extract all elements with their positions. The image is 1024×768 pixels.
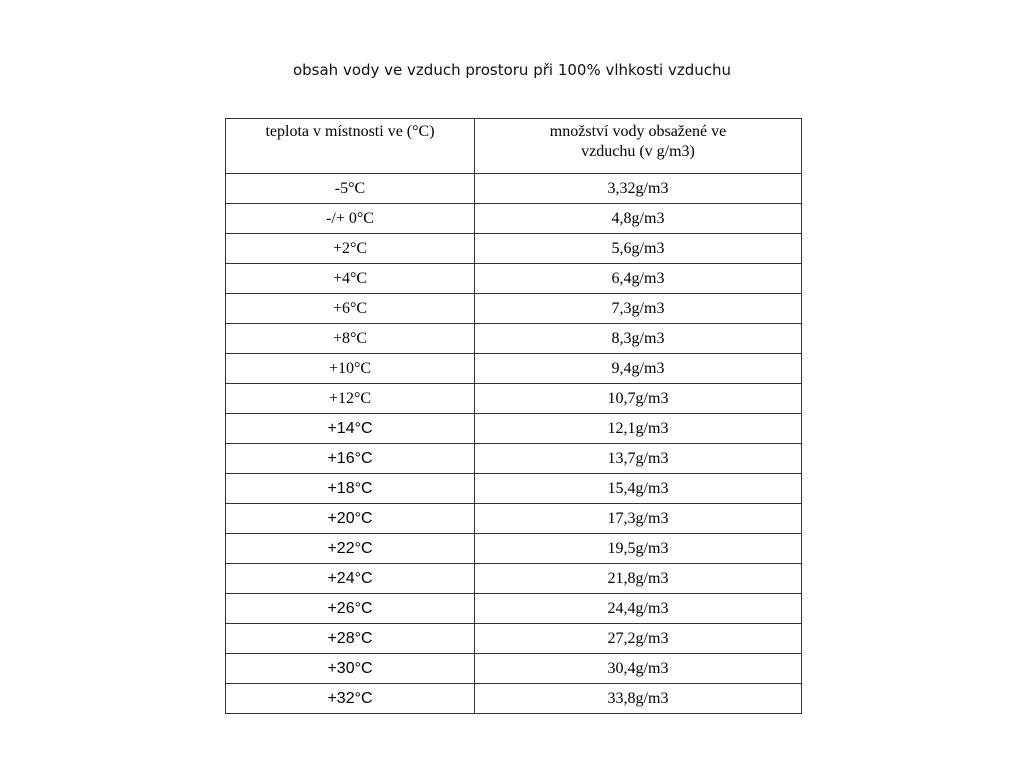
water-content-cell: 3,32g/m3 [475,174,802,204]
table-row [226,444,802,474]
table-row [226,324,802,354]
temperature-cell: +6°C [226,294,475,324]
water-content-cell: 17,3g/m3 [475,504,802,534]
temperature-cell: +12°C [226,384,475,414]
temperature-cell: +18°C [226,474,475,504]
table-row [226,534,802,564]
temperature-cell: +10°C [226,354,475,384]
table-row [226,234,802,264]
water-content-cell: 9,4g/m3 [475,354,802,384]
temperature-cell: +4°C [226,264,475,294]
water-content-cell: 12,1g/m3 [475,414,802,444]
table-row [226,594,802,624]
temperature-cell: +28°C [226,624,475,654]
water-content-cell: 13,7g/m3 [475,444,802,474]
table-row [226,354,802,384]
header-water-content: množství vody obsažené ve vzduchu (v g/m3) [475,119,802,174]
table-row [226,294,802,324]
table-row [226,654,802,684]
water-content-cell: 6,4g/m3 [475,264,802,294]
temperature-cell: -/+ 0°C [226,204,475,234]
temperature-cell: +22°C [226,534,475,564]
water-content-cell: 27,2g/m3 [475,624,802,654]
water-content-cell: 21,8g/m3 [475,564,802,594]
temperature-cell: +26°C [226,594,475,624]
table-row [226,474,802,504]
water-content-cell: 19,5g/m3 [475,534,802,564]
humidity-table [225,118,802,714]
water-content-cell: 8,3g/m3 [475,324,802,354]
water-content-cell: 30,4g/m3 [475,654,802,684]
temperature-cell: +8°C [226,324,475,354]
water-content-cell: 5,6g/m3 [475,234,802,264]
water-content-cell: 15,4g/m3 [475,474,802,504]
temperature-cell: +32°C [226,684,475,714]
temperature-cell: +20°C [226,504,475,534]
temperature-cell: +2°C [226,234,475,264]
table-row [226,564,802,594]
page-title: obsah vody ve vzduch prostoru při 100% vlhkosti vzduchu [292,61,732,79]
table-row [226,264,802,294]
table-row [226,504,802,534]
temperature-cell: +30°C [226,654,475,684]
temperature-cell: -5°C [226,174,475,204]
water-content-cell: 10,7g/m3 [475,384,802,414]
table-row [226,684,802,714]
temperature-cell: +16°C [226,444,475,474]
water-content-cell: 4,8g/m3 [475,204,802,234]
temperature-cell: +24°C [226,564,475,594]
table-header-row [226,119,802,174]
table-row [226,414,802,444]
temperature-cell: +14°C [226,414,475,444]
table-row [226,174,802,204]
water-content-cell: 24,4g/m3 [475,594,802,624]
water-content-cell: 7,3g/m3 [475,294,802,324]
table-row [226,204,802,234]
water-content-cell: 33,8g/m3 [475,684,802,714]
table-row [226,384,802,414]
table-row [226,624,802,654]
header-temperature: teplota v místnosti ve (°C) [226,119,475,174]
